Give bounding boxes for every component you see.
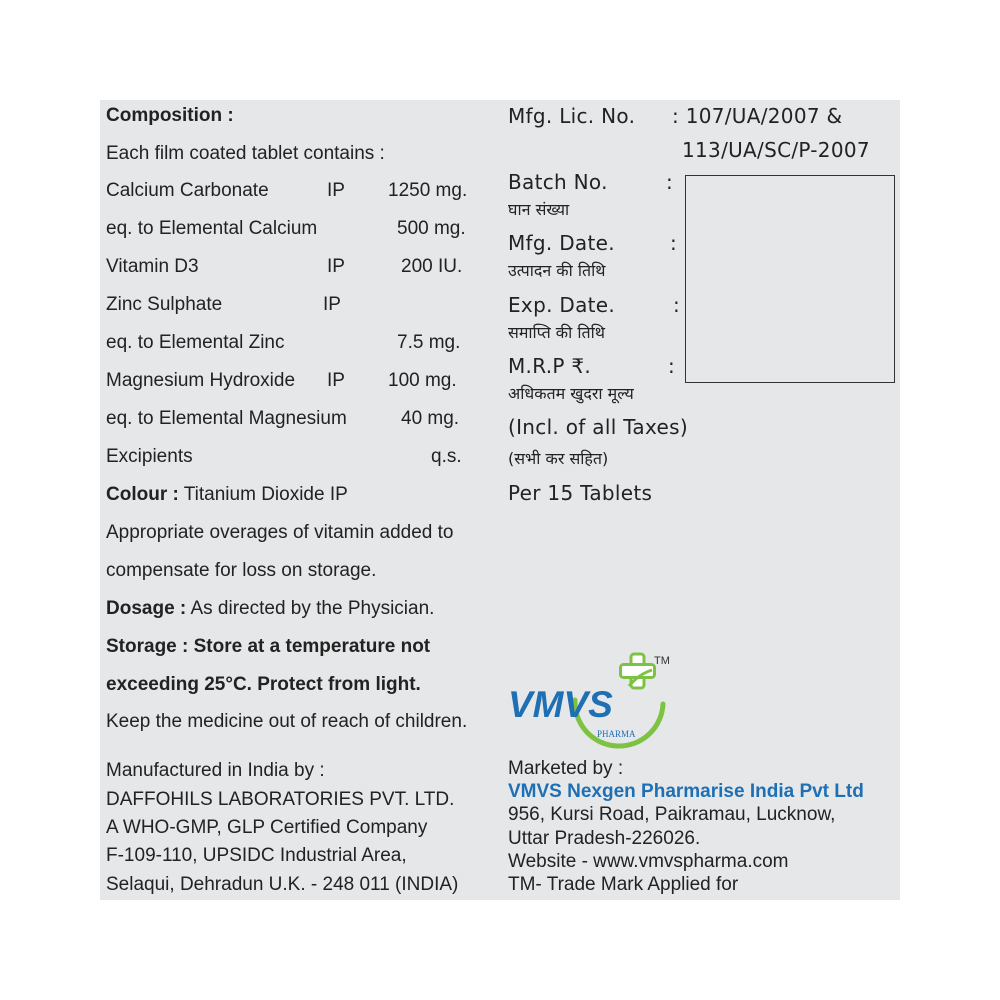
ingredient-quantity: 500 mg. (397, 218, 466, 239)
exp-date-hindi: समाप्ति की तिथि (508, 323, 605, 342)
logo-graphic (505, 650, 680, 750)
logo-sub-text: PHARMA (597, 729, 636, 739)
mrp-hindi: अधिकतम खुदरा मूल्य (508, 384, 634, 403)
exp-date-colon: : (673, 293, 681, 317)
batch-colon: : (666, 170, 674, 194)
composition-intro: Each film coated tablet contains : (106, 143, 385, 164)
marketer-name: VMVS Nexgen Pharmarise India Pvt Ltd (508, 781, 864, 802)
manufacturer-line: Manufactured in India by : (106, 760, 325, 781)
batch-details-box (685, 175, 895, 383)
ingredient-standard: IP (323, 294, 341, 315)
overages-line-1: Appropriate overages of vitamin added to (106, 522, 454, 543)
batch-no-hindi: घान संख्या (508, 200, 570, 219)
ingredient-name: Calcium Carbonate (106, 180, 269, 201)
marketer-address-2: Uttar Pradesh-226026. (508, 828, 701, 849)
dosage-line (106, 599, 434, 618)
plus-cross-icon (621, 654, 655, 688)
colour-line (106, 485, 348, 504)
trademark-note: TM- Trade Mark Applied for (508, 874, 739, 895)
ingredient-name: eq. to Elemental Magnesium (106, 408, 347, 429)
manufacturer-line: DAFFOHILS LABORATORIES PVT. LTD. (106, 789, 455, 810)
mfg-lic-value-2: 113/UA/SC/P-2007 (682, 138, 870, 162)
manufacturer-line: F-109-110, UPSIDC Industrial Area, (106, 845, 407, 866)
composition-heading: Composition : (106, 105, 234, 126)
storage-line-2: exceeding 25°C. Protect from light. (106, 674, 421, 695)
marketed-by-label: Marketed by : (508, 758, 624, 779)
ingredient-name: Vitamin D3 (106, 256, 199, 277)
mfg-date-hindi: उत्पादन की तिथि (508, 261, 606, 280)
keep-away-warning: Keep the medicine out of reach of children. (106, 711, 468, 732)
mrp-label: M.R.P ₹. (508, 354, 592, 378)
manufacturer-line: Selaqui, Dehradun U.K. - 248 011 (INDIA) (106, 874, 459, 895)
ingredient-name: Magnesium Hydroxide (106, 370, 296, 391)
colour-value: Titanium Dioxide IP (178, 484, 348, 505)
storage-line-1: Storage : Store at a temperature not (106, 636, 431, 657)
ingredient-standard: IP (327, 370, 345, 391)
mfg-lic-label: Mfg. Lic. No. (508, 104, 636, 128)
overages-line-2: compensate for loss on storage. (106, 560, 377, 581)
manufacturer-line: A WHO-GMP, GLP Certified Company (106, 817, 428, 838)
logo-tm-text: TM (654, 655, 670, 667)
colour-label: Colour : (106, 484, 179, 505)
ingredient-standard: IP (327, 256, 345, 277)
mfg-date-colon: : (670, 231, 678, 255)
vmvs-pharma-logo (505, 650, 680, 755)
ingredient-name: eq. to Elemental Calcium (106, 218, 318, 239)
dosage-label: Dosage : (106, 598, 187, 619)
ingredient-name: Zinc Sulphate (106, 294, 223, 315)
ingredient-standard: IP (327, 180, 345, 201)
ingredient-quantity: 200 IU. (401, 256, 463, 277)
incl-taxes: (Incl. of all Taxes) (508, 415, 688, 439)
mfg-date-label: Mfg. Date. (508, 231, 615, 255)
ingredient-quantity: 1250 mg. (388, 180, 468, 201)
exp-date-label: Exp. Date. (508, 293, 616, 317)
ingredient-name: Excipients (106, 446, 193, 467)
mfg-lic-value-1: : 107/UA/2007 & (672, 104, 843, 128)
per-tablets: Per 15 Tablets (508, 481, 653, 505)
ingredient-name: eq. to Elemental Zinc (106, 332, 285, 353)
ingredient-quantity: 40 mg. (401, 408, 460, 429)
dosage-value: As directed by the Physician. (186, 598, 435, 619)
logo-brand-text: VMVS (508, 684, 613, 725)
batch-no-label: Batch No. (508, 170, 608, 194)
ingredient-quantity: 7.5 mg. (397, 332, 461, 353)
incl-taxes-hindi: (सभी कर सहित) (508, 449, 609, 468)
ingredient-quantity: q.s. (431, 446, 462, 467)
ingredient-quantity: 100 mg. (388, 370, 457, 391)
mrp-colon: : (668, 354, 676, 378)
marketer-address-1: 956, Kursi Road, Paikramau, Lucknow, (508, 804, 836, 825)
marketer-website: Website - www.vmvspharma.com (508, 851, 789, 872)
